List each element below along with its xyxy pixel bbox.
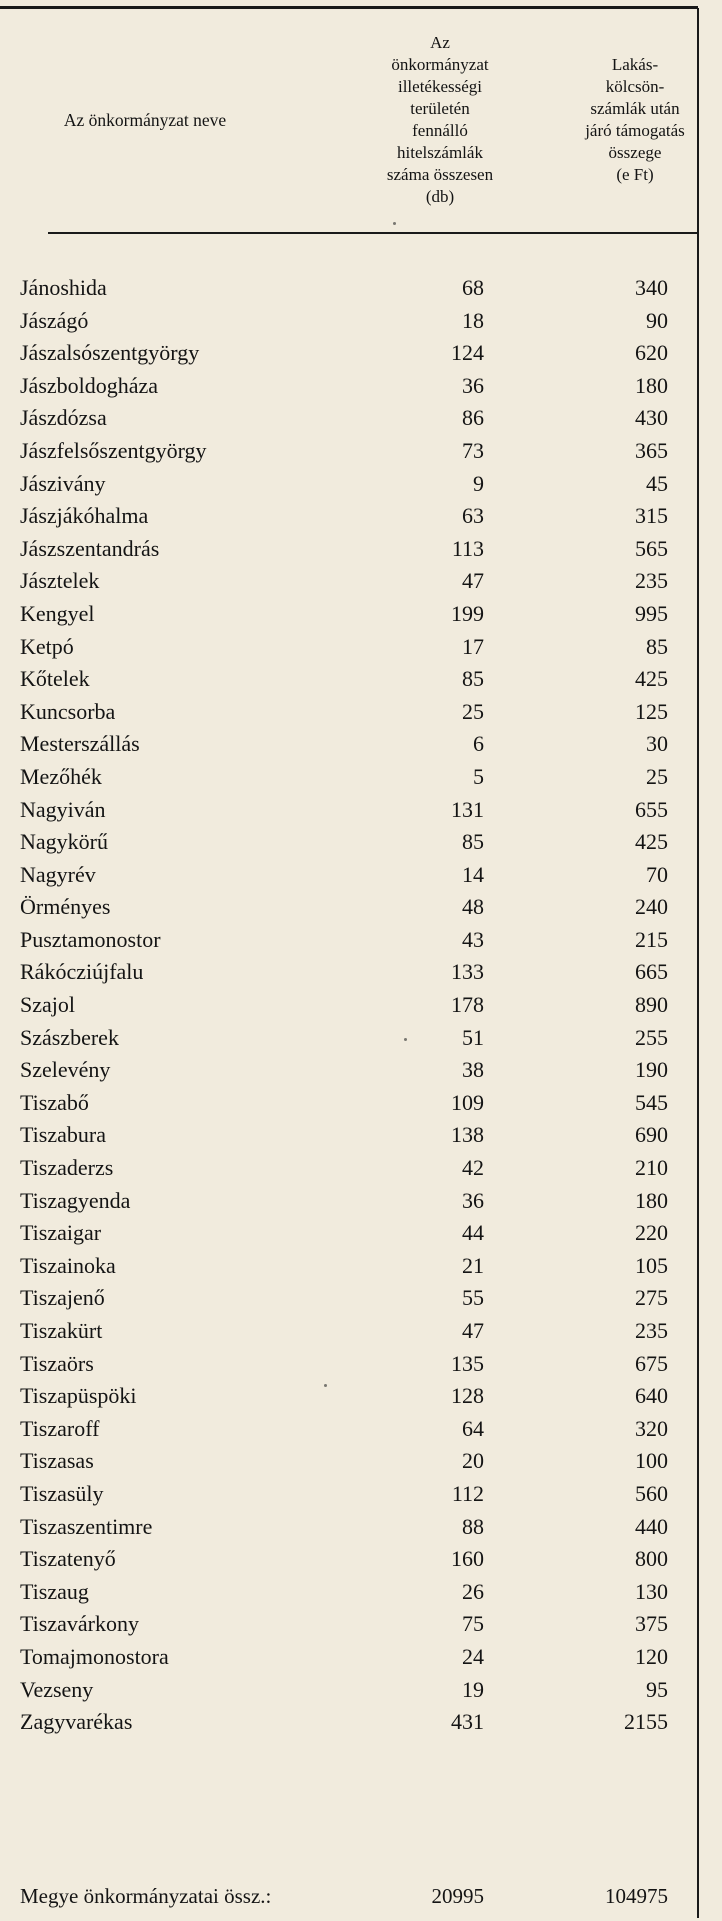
municipality-name: Tiszavárkony <box>20 1611 139 1637</box>
municipality-name: Szászberek <box>20 1024 119 1050</box>
table-row <box>0 826 722 859</box>
account-count: 85 <box>462 666 484 692</box>
account-count: 160 <box>451 1546 484 1572</box>
municipality-name: Jászjákóhalma <box>20 503 149 529</box>
support-amount: 440 <box>635 1513 668 1539</box>
account-count: 48 <box>462 894 484 920</box>
table-header <box>0 12 722 228</box>
municipality-name: Tiszainoka <box>20 1252 116 1278</box>
municipality-name: Zagyvarékas <box>20 1709 133 1735</box>
account-count: 133 <box>451 959 484 985</box>
support-amount: 545 <box>635 1089 668 1115</box>
municipality-name: Tiszajenő <box>20 1285 105 1311</box>
table-row <box>0 1445 722 1478</box>
support-amount: 25 <box>646 763 668 789</box>
account-count: 38 <box>462 1057 484 1083</box>
municipality-name: Tiszasüly <box>20 1480 104 1506</box>
table-row <box>0 1054 722 1087</box>
table-row <box>0 859 722 892</box>
table-row <box>0 1380 722 1413</box>
municipality-name: Tiszaroff <box>20 1415 100 1441</box>
table-row <box>0 1022 722 1055</box>
table-row <box>0 1478 722 1511</box>
table-row <box>0 1641 722 1674</box>
support-amount: 130 <box>635 1578 668 1604</box>
table-row <box>0 1543 722 1576</box>
table-row <box>0 956 722 989</box>
support-amount: 375 <box>635 1611 668 1637</box>
support-amount: 425 <box>635 666 668 692</box>
municipality-name: Tiszasas <box>20 1448 94 1474</box>
table-row <box>0 305 722 338</box>
municipality-name: Jászszentandrás <box>20 535 160 561</box>
table-row <box>0 631 722 664</box>
table-row <box>0 272 722 305</box>
account-count: 43 <box>462 926 484 952</box>
table-row <box>0 728 722 761</box>
table-row <box>0 468 722 501</box>
support-amount: 425 <box>635 829 668 855</box>
account-count: 5 <box>473 763 484 789</box>
municipality-name: Jásztelek <box>20 568 100 594</box>
table-row <box>0 924 722 957</box>
support-amount: 180 <box>635 1187 668 1213</box>
support-amount: 620 <box>635 340 668 366</box>
account-count: 109 <box>451 1089 484 1115</box>
print-speck <box>404 1038 407 1041</box>
municipality-name: Jászdózsa <box>20 405 107 431</box>
support-amount: 665 <box>635 959 668 985</box>
table-row <box>0 402 722 435</box>
support-amount: 190 <box>635 1057 668 1083</box>
account-count: 6 <box>473 731 484 757</box>
table-row <box>0 794 722 827</box>
support-amount: 120 <box>635 1643 668 1669</box>
support-amount: 70 <box>646 861 668 887</box>
municipality-name: Mesterszállás <box>20 731 140 757</box>
municipality-name: Szelevény <box>20 1057 111 1083</box>
support-amount: 210 <box>635 1155 668 1181</box>
account-count: 36 <box>462 1187 484 1213</box>
table-row <box>0 500 722 533</box>
table-row <box>0 1706 722 1739</box>
account-count: 112 <box>451 1480 484 1506</box>
municipality-name: Jászalsószentgyörgy <box>20 340 200 366</box>
support-amount: 105 <box>635 1252 668 1278</box>
account-count: 124 <box>451 340 484 366</box>
table-row <box>0 565 722 598</box>
header-name-column: Az önkormányzat neve <box>63 110 227 130</box>
account-count: 18 <box>462 307 484 333</box>
municipality-name: Jászboldogháza <box>20 372 159 398</box>
municipality-name: Örményes <box>20 894 111 920</box>
support-amount: 365 <box>635 437 668 463</box>
municipality-name: Tiszapüspöki <box>20 1383 137 1409</box>
header-amount-column: Lakás- kölcsön- számlák után járó támogatás összege (e Ft) <box>585 55 685 184</box>
support-amount: 340 <box>635 275 668 300</box>
municipality-name: Jászfelsőszentgyörgy <box>20 437 207 463</box>
header-rule <box>48 232 698 234</box>
table-row <box>0 1511 722 1544</box>
account-count: 64 <box>462 1415 484 1441</box>
account-count: 36 <box>462 372 484 398</box>
account-count: 42 <box>462 1155 484 1181</box>
table-row <box>0 891 722 924</box>
municipality-name: Tiszabura <box>20 1122 106 1148</box>
support-amount: 90 <box>646 307 668 333</box>
table-row <box>0 1315 722 1348</box>
account-count: 135 <box>451 1350 484 1376</box>
municipality-name: Tiszaderzs <box>20 1155 114 1181</box>
table-row <box>0 1250 722 1283</box>
support-amount: 800 <box>635 1546 668 1572</box>
municipality-name: Kuncsorba <box>20 698 116 724</box>
table-row <box>0 1413 722 1446</box>
municipality-name: Ketpó <box>20 633 74 659</box>
account-count: 86 <box>462 405 484 431</box>
top-rule <box>0 6 698 9</box>
account-count: 85 <box>462 829 484 855</box>
municipality-name: Jászágó <box>20 307 89 333</box>
header-count-column: Az önkormányzat illetékességi területén fennálló hitelszámlák száma összesen (db) <box>386 33 494 206</box>
support-amount: 275 <box>635 1285 668 1311</box>
account-count: 47 <box>462 1318 484 1343</box>
account-count: 178 <box>451 992 484 1018</box>
support-amount: 655 <box>635 796 668 822</box>
municipality-name: Nagyiván <box>20 796 106 822</box>
municipality-name: Pusztamonostor <box>20 926 161 952</box>
support-amount: 235 <box>635 1318 668 1343</box>
municipality-name: Tiszabő <box>20 1089 89 1115</box>
table-row <box>0 1348 722 1381</box>
municipality-name: Mezőhék <box>20 763 102 789</box>
support-amount: 180 <box>635 372 668 398</box>
account-count: 55 <box>462 1285 484 1311</box>
municipality-name: Tiszatenyő <box>20 1546 116 1572</box>
total-amount: 104975 <box>605 1884 668 1908</box>
account-count: 63 <box>462 503 484 529</box>
support-amount: 100 <box>635 1448 668 1474</box>
account-count: 9 <box>473 470 484 496</box>
support-amount: 890 <box>635 992 668 1018</box>
support-amount: 565 <box>635 535 668 561</box>
account-count: 131 <box>451 796 484 822</box>
table-row <box>0 1576 722 1609</box>
table-row <box>0 1185 722 1218</box>
table-row <box>0 533 722 566</box>
support-amount: 430 <box>635 405 668 431</box>
table-row <box>0 1087 722 1120</box>
support-amount: 675 <box>635 1350 668 1376</box>
support-amount: 85 <box>646 633 668 659</box>
account-count: 68 <box>462 275 484 300</box>
account-count: 199 <box>451 600 484 626</box>
account-count: 113 <box>451 535 484 561</box>
municipality-name: Nagykörű <box>20 829 108 855</box>
municipality-name: Vezseny <box>20 1676 94 1702</box>
municipality-name: Tiszagyenda <box>20 1187 131 1213</box>
account-count: 14 <box>462 861 484 887</box>
account-count: 51 <box>462 1024 484 1050</box>
support-amount: 560 <box>635 1480 668 1506</box>
table-row <box>0 337 722 370</box>
support-amount: 255 <box>635 1024 668 1050</box>
support-amount: 2155 <box>624 1709 668 1735</box>
account-count: 20 <box>462 1448 484 1474</box>
municipality-name: Tiszaörs <box>20 1350 94 1376</box>
municipality-name: Szajol <box>20 992 75 1018</box>
table-row <box>0 1608 722 1641</box>
table-row <box>0 761 722 794</box>
support-amount: 240 <box>635 894 668 920</box>
account-count: 47 <box>462 568 484 594</box>
account-count: 24 <box>462 1643 484 1669</box>
municipality-name: Jánoshida <box>20 275 107 300</box>
support-amount: 30 <box>646 731 668 757</box>
account-count: 44 <box>462 1220 484 1246</box>
table-row <box>0 435 722 468</box>
total-label: Megye önkormányzatai össz.: <box>20 1884 272 1908</box>
support-amount: 640 <box>635 1383 668 1409</box>
municipality-name: Tiszaigar <box>20 1220 102 1246</box>
municipality-name: Nagyrév <box>20 861 96 887</box>
table-row <box>0 598 722 631</box>
support-amount: 95 <box>646 1676 668 1702</box>
account-count: 25 <box>462 698 484 724</box>
municipality-name: Tiszakürt <box>20 1318 103 1343</box>
total-count: 20995 <box>431 1884 484 1908</box>
account-count: 26 <box>462 1578 484 1604</box>
print-speck <box>324 1384 327 1387</box>
account-count: 75 <box>462 1611 484 1637</box>
table-row <box>0 989 722 1022</box>
table-row <box>0 370 722 403</box>
account-count: 128 <box>451 1383 484 1409</box>
table-row <box>0 1674 722 1707</box>
municipality-name: Jászivány <box>20 470 106 496</box>
account-count: 73 <box>462 437 484 463</box>
support-amount: 215 <box>635 926 668 952</box>
account-count: 431 <box>451 1709 484 1735</box>
municipality-name: Tiszaszentimre <box>20 1513 153 1539</box>
municipality-name: Rákócziújfalu <box>20 959 144 985</box>
table-row <box>0 1217 722 1250</box>
table-row <box>0 696 722 729</box>
support-amount: 220 <box>635 1220 668 1246</box>
table-row <box>0 663 722 696</box>
support-amount: 995 <box>635 600 668 626</box>
account-count: 88 <box>462 1513 484 1539</box>
table-body <box>0 272 722 1739</box>
municipality-name: Tomajmonostora <box>20 1643 169 1669</box>
table-row <box>0 1152 722 1185</box>
account-count: 138 <box>451 1122 484 1148</box>
municipality-name: Kőtelek <box>20 666 90 692</box>
table-row <box>0 1282 722 1315</box>
support-amount: 690 <box>635 1122 668 1148</box>
support-amount: 315 <box>635 503 668 529</box>
total-row <box>0 1880 722 1912</box>
municipality-name: Kengyel <box>20 600 95 626</box>
print-speck <box>393 222 396 225</box>
support-amount: 125 <box>635 698 668 724</box>
account-count: 21 <box>462 1252 484 1278</box>
table-row <box>0 1119 722 1152</box>
account-count: 19 <box>462 1676 484 1702</box>
support-amount: 235 <box>635 568 668 594</box>
support-amount: 45 <box>646 470 668 496</box>
account-count: 17 <box>462 633 484 659</box>
support-amount: 320 <box>635 1415 668 1441</box>
municipality-name: Tiszaug <box>20 1578 89 1604</box>
